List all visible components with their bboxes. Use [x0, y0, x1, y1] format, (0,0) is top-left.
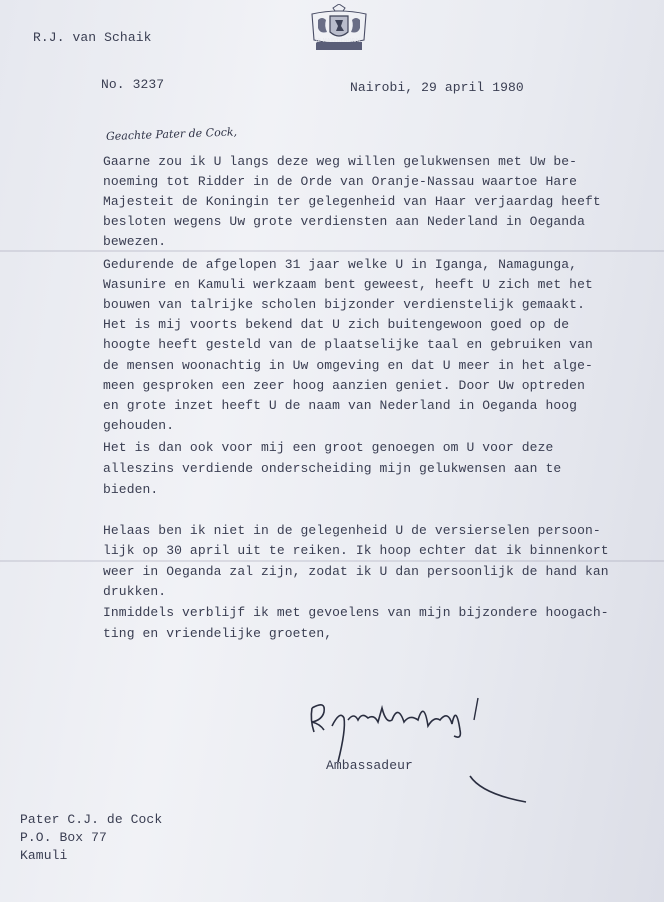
body-line: en grote inzet heeft U de naam van Nederland in Oeganda hoog — [103, 398, 578, 413]
addressee-line: Pater C.J. de Cock — [20, 812, 163, 827]
addressee-line: P.O. Box 77 — [20, 830, 107, 845]
body-line: alleszins verdiende onderscheiding mijn gelukwensen aan te — [103, 461, 562, 476]
body-line: hoogte heeft gesteld van de plaatselijke taal en gebruiken van — [103, 337, 593, 352]
body-line: Het is mij voorts bekend dat U zich buitengewoon goed op de — [103, 317, 570, 332]
body-line: ting en vriendelijke groeten, — [103, 626, 333, 641]
addressee-line: Kamuli — [20, 848, 68, 863]
body-line: Helaas ben ik niet in de gelegenheid U de versierselen persoon- — [103, 523, 601, 538]
place-date: Nairobi, 29 april 1980 — [350, 80, 524, 95]
paper-fold — [0, 560, 664, 562]
body-line: bouwen van talrijke scholen bijzonder verdienstelijk gemaakt. — [103, 297, 585, 312]
body-line: weer in Oeganda zal zijn, zodat ik U dan persoonlijk de hand kan — [103, 564, 609, 579]
body-line: drukken. — [103, 584, 167, 599]
handwritten-signature — [300, 690, 530, 810]
body-line: de mensen woonachtig in Uw omgeving en dat U meer in het alge- — [103, 358, 593, 373]
body-line: Inmiddels verblijf ik met gevoelens van mijn bijzondere hoogach- — [103, 605, 609, 620]
body-line: Gaarne zou ik U langs deze weg willen gelukwensen met Uw be- — [103, 154, 578, 169]
body-line: Gedurende de afgelopen 31 jaar welke U in Iganga, Namagunga, — [103, 257, 578, 272]
body-line: noeming tot Ridder in de Orde van Oranje-Nassau waartoe Hare — [103, 174, 578, 189]
handwritten-salutation: Geachte Pater de Cock, — [105, 125, 238, 143]
body-line: bewezen. — [103, 234, 167, 249]
body-line: lijk op 30 april uit te reiken. Ik hoop echter dat ik binnenkort — [103, 543, 609, 558]
sender-name: R.J. van Schaik — [33, 30, 152, 45]
body-line: Het is dan ook voor mij een groot genoegen om U voor deze — [103, 440, 554, 455]
reference-number: No. 3237 — [101, 77, 165, 92]
body-line: gehouden. — [103, 418, 175, 433]
signatory-title: Ambassadeur — [326, 758, 413, 773]
body-line: Wasunire en Kamuli werkzaam bent geweest, heeft U zich met het — [103, 277, 593, 292]
body-line: meen gesproken een zeer hoog aanzien geniet. Door Uw optreden — [103, 378, 585, 393]
royal-coat-of-arms-icon — [306, 4, 372, 52]
body-line: Majesteit de Koningin ter gelegenheid van Haar verjaardag heeft — [103, 194, 601, 209]
paper-fold — [0, 250, 664, 252]
crest-motto: JE MAINTIENDRAI — [316, 38, 361, 44]
body-line: bieden. — [103, 482, 159, 497]
body-line: besloten wegens Uw grote verdiensten aan Nederland in Oeganda — [103, 214, 585, 229]
